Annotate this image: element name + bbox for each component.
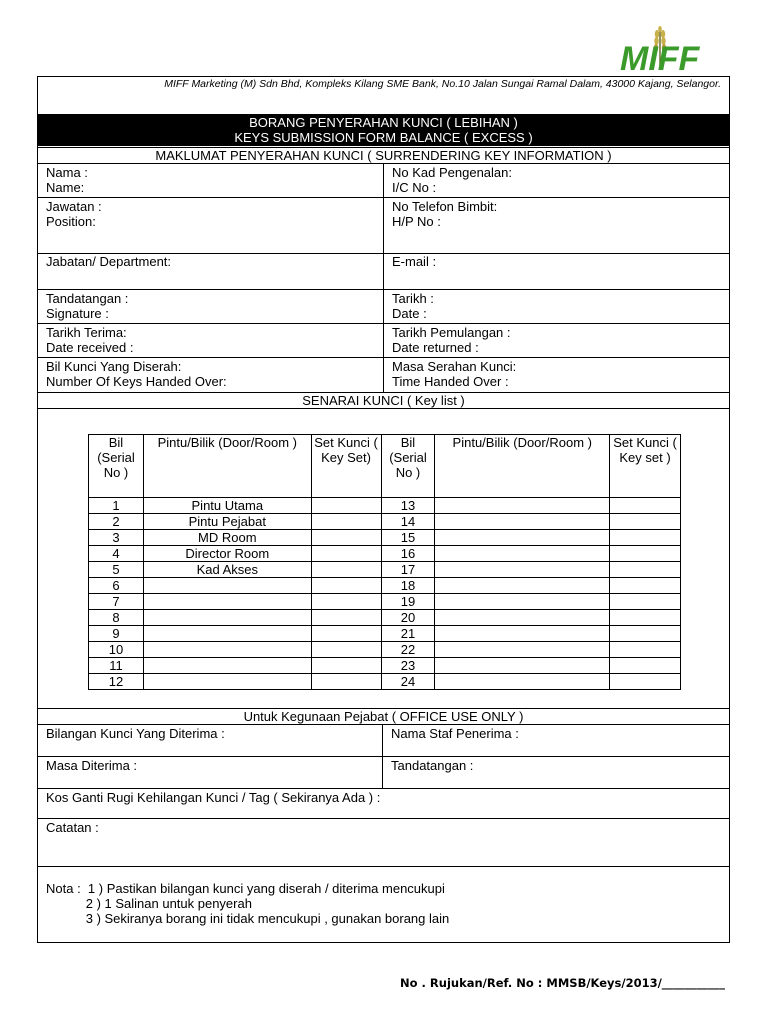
key-set-cell[interactable] bbox=[311, 642, 381, 658]
key-set-cell[interactable] bbox=[311, 514, 381, 530]
door-room-cell[interactable] bbox=[435, 514, 610, 530]
door-room-cell[interactable] bbox=[143, 594, 311, 610]
key-table-header-row bbox=[89, 435, 681, 498]
door-room-cell[interactable] bbox=[143, 578, 311, 594]
door-room-cell[interactable] bbox=[435, 546, 610, 562]
key-table-row bbox=[89, 626, 681, 642]
door-room-cell[interactable] bbox=[435, 530, 610, 546]
key-table-row bbox=[89, 562, 681, 578]
key-set-cell[interactable] bbox=[311, 626, 381, 642]
date-field[interactable]: Tarikh : Date : bbox=[392, 291, 434, 321]
key-set-cell[interactable] bbox=[311, 658, 381, 674]
door-room-cell[interactable]: Pintu Utama bbox=[143, 498, 311, 514]
info-row bbox=[38, 197, 729, 253]
door-room-cell[interactable] bbox=[143, 642, 311, 658]
serial-no-cell: 17 bbox=[381, 562, 435, 578]
note-line: 2 ) 1 Salinan untuk penyerah bbox=[46, 896, 252, 911]
serial-no-cell: 22 bbox=[381, 642, 435, 658]
key-set-cell[interactable] bbox=[610, 674, 681, 690]
time-received-field[interactable]: Masa Diterima : bbox=[38, 757, 383, 788]
serial-no-cell: 3 bbox=[89, 530, 144, 546]
key-set-cell[interactable] bbox=[610, 498, 681, 514]
key-set-cell[interactable] bbox=[610, 530, 681, 546]
serial-no-cell: 1 bbox=[89, 498, 144, 514]
info-row bbox=[38, 323, 729, 357]
door-room-cell[interactable] bbox=[143, 626, 311, 642]
key-set-cell[interactable] bbox=[311, 530, 381, 546]
info-row bbox=[38, 289, 729, 323]
key-set-cell[interactable] bbox=[610, 578, 681, 594]
key-set-cell[interactable] bbox=[610, 594, 681, 610]
section-header-key-info: MAKLUMAT PENYERAHAN KUNCI ( SURRENDERING KEY INFORMATION ) bbox=[38, 147, 729, 163]
door-room-cell[interactable] bbox=[435, 626, 610, 642]
key-table-row bbox=[89, 578, 681, 594]
serial-no-header: Bil (Serial No ) bbox=[89, 435, 144, 498]
door-room-cell[interactable] bbox=[435, 498, 610, 514]
form-title-malay: BORANG PENYERAHAN KUNCI ( LEBIHAN ) bbox=[249, 115, 518, 130]
serial-no-cell: 24 bbox=[381, 674, 435, 690]
note-line: 3 ) Sekiranya borang ini tidak mencukupi , gunakan borang lain bbox=[46, 911, 450, 926]
remarks-field[interactable]: Catatan : bbox=[38, 818, 729, 866]
serial-no-cell: 20 bbox=[381, 610, 435, 626]
serial-no-cell: 2 bbox=[89, 514, 144, 530]
door-room-cell[interactable] bbox=[143, 610, 311, 626]
key-set-cell[interactable] bbox=[311, 674, 381, 690]
phone-number-field[interactable]: No Telefon Bimbit: H/P No : bbox=[392, 199, 498, 229]
key-table-row bbox=[89, 546, 681, 562]
email-field[interactable]: E-mail : bbox=[392, 254, 437, 269]
door-room-cell[interactable]: Director Room bbox=[143, 546, 311, 562]
info-row bbox=[38, 163, 729, 197]
door-room-cell[interactable] bbox=[435, 642, 610, 658]
door-room-cell[interactable]: MD Room bbox=[143, 530, 311, 546]
notes-section bbox=[38, 866, 729, 944]
form-title bbox=[38, 114, 729, 146]
note-line: Nota : 1 ) Pastikan bilangan kunci yang diserah / diterima mencukupi bbox=[46, 881, 445, 896]
door-room-cell[interactable] bbox=[435, 594, 610, 610]
serial-no-cell: 13 bbox=[381, 498, 435, 514]
serial-no-cell: 12 bbox=[89, 674, 144, 690]
serial-no-cell: 15 bbox=[381, 530, 435, 546]
info-row bbox=[38, 357, 729, 392]
key-set-cell[interactable] bbox=[610, 658, 681, 674]
serial-no-cell: 16 bbox=[381, 546, 435, 562]
time-handed-over-field[interactable]: Masa Serahan Kunci: Time Handed Over : bbox=[392, 359, 517, 389]
door-room-header: Pintu/Bilik (Door/Room ) bbox=[143, 435, 311, 498]
serial-no-cell: 19 bbox=[381, 594, 435, 610]
section-header-office-use: Untuk Kegunaan Pejabat ( OFFICE USE ONLY ) bbox=[38, 708, 729, 724]
form-title-english: KEYS SUBMISSION FORM BALANCE ( EXCESS ) bbox=[234, 130, 533, 145]
company-address: MIFF Marketing (M) Sdn Bhd, Kompleks Kilang SME Bank, No.10 Jalan Sungai Ramal Dalam, 43000 Kajang, Selangor. bbox=[164, 78, 721, 90]
serial-no-cell: 7 bbox=[89, 594, 144, 610]
keys-received-count-field[interactable]: Bilangan Kunci Yang Diterima : bbox=[38, 725, 383, 756]
name-field[interactable]: Nama : Name: bbox=[38, 164, 384, 197]
date-received-field[interactable]: Tarikh Terima: Date received : bbox=[38, 324, 384, 357]
key-set-cell[interactable] bbox=[311, 594, 381, 610]
serial-no-cell: 4 bbox=[89, 546, 144, 562]
key-table-row bbox=[89, 610, 681, 626]
serial-no-cell: 21 bbox=[381, 626, 435, 642]
key-set-cell[interactable] bbox=[311, 578, 381, 594]
key-table-row bbox=[89, 658, 681, 674]
logo-text: MIFF bbox=[620, 40, 700, 76]
miff-logo bbox=[618, 26, 740, 76]
key-table-row bbox=[89, 642, 681, 658]
ic-number-field[interactable]: No Kad Pengenalan: I/C No : bbox=[392, 165, 512, 195]
replacement-cost-field[interactable]: Kos Ganti Rugi Kehilangan Kunci / Tag ( Sekiranya Ada ) : bbox=[38, 788, 729, 818]
info-row bbox=[38, 253, 729, 289]
door-room-cell[interactable] bbox=[435, 674, 610, 690]
section-header-key-list: SENARAI KUNCI ( Key list ) bbox=[38, 392, 729, 408]
department-field[interactable]: Jabatan/ Department: bbox=[38, 254, 384, 289]
key-table-row bbox=[89, 530, 681, 546]
key-table-row bbox=[89, 674, 681, 690]
office-row bbox=[38, 724, 729, 756]
door-room-cell[interactable] bbox=[435, 562, 610, 578]
key-table-row bbox=[89, 514, 681, 530]
key-set-cell[interactable] bbox=[610, 514, 681, 530]
key-set-cell[interactable] bbox=[311, 562, 381, 578]
door-room-header: Pintu/Bilik (Door/Room ) bbox=[435, 435, 610, 498]
key-list-table bbox=[88, 434, 681, 690]
office-row bbox=[38, 756, 729, 788]
serial-no-cell: 6 bbox=[89, 578, 144, 594]
serial-no-cell: 14 bbox=[381, 514, 435, 530]
receiving-staff-name-field[interactable]: Nama Staf Penerima : bbox=[391, 726, 519, 741]
position-field[interactable]: Jawatan : Position: bbox=[38, 198, 384, 253]
serial-no-cell: 8 bbox=[89, 610, 144, 626]
key-set-cell[interactable] bbox=[311, 498, 381, 514]
serial-no-header: Bil (Serial No ) bbox=[381, 435, 435, 498]
key-set-cell[interactable] bbox=[610, 610, 681, 626]
door-room-cell[interactable] bbox=[435, 578, 610, 594]
door-room-cell[interactable] bbox=[143, 674, 311, 690]
key-set-cell[interactable] bbox=[610, 546, 681, 562]
door-room-cell[interactable] bbox=[435, 610, 610, 626]
office-signature-field[interactable]: Tandatangan : bbox=[391, 758, 474, 773]
serial-no-cell: 11 bbox=[89, 658, 144, 674]
key-submission-form bbox=[37, 76, 730, 943]
serial-no-cell: 23 bbox=[381, 658, 435, 674]
reference-number: No . Rujukan/Ref. No : MMSB/Keys/2013/___________ bbox=[400, 976, 726, 990]
key-set-cell[interactable] bbox=[610, 562, 681, 578]
key-set-header: Set Kunci ( Key set ) bbox=[610, 435, 681, 498]
keys-handed-over-field[interactable]: Bil Kunci Yang Diserah: Number Of Keys Handed Over: bbox=[38, 358, 384, 392]
key-set-header: Set Kunci ( Key Set) bbox=[311, 435, 381, 498]
serial-no-cell: 9 bbox=[89, 626, 144, 642]
door-room-cell[interactable] bbox=[143, 658, 311, 674]
key-set-cell[interactable] bbox=[311, 610, 381, 626]
key-set-cell[interactable] bbox=[610, 626, 681, 642]
date-returned-field[interactable]: Tarikh Pemulangan : Date returned : bbox=[392, 325, 511, 355]
serial-no-cell: 10 bbox=[89, 642, 144, 658]
serial-no-cell: 5 bbox=[89, 562, 144, 578]
key-set-cell[interactable] bbox=[311, 546, 381, 562]
key-set-cell[interactable] bbox=[610, 642, 681, 658]
key-table-row bbox=[89, 498, 681, 514]
key-table-row bbox=[89, 594, 681, 610]
serial-no-cell: 18 bbox=[381, 578, 435, 594]
door-room-cell[interactable]: Kad Akses bbox=[143, 562, 311, 578]
door-room-cell[interactable] bbox=[435, 658, 610, 674]
signature-field[interactable]: Tandatangan : Signature : bbox=[38, 290, 384, 323]
door-room-cell[interactable]: Pintu Pejabat bbox=[143, 514, 311, 530]
